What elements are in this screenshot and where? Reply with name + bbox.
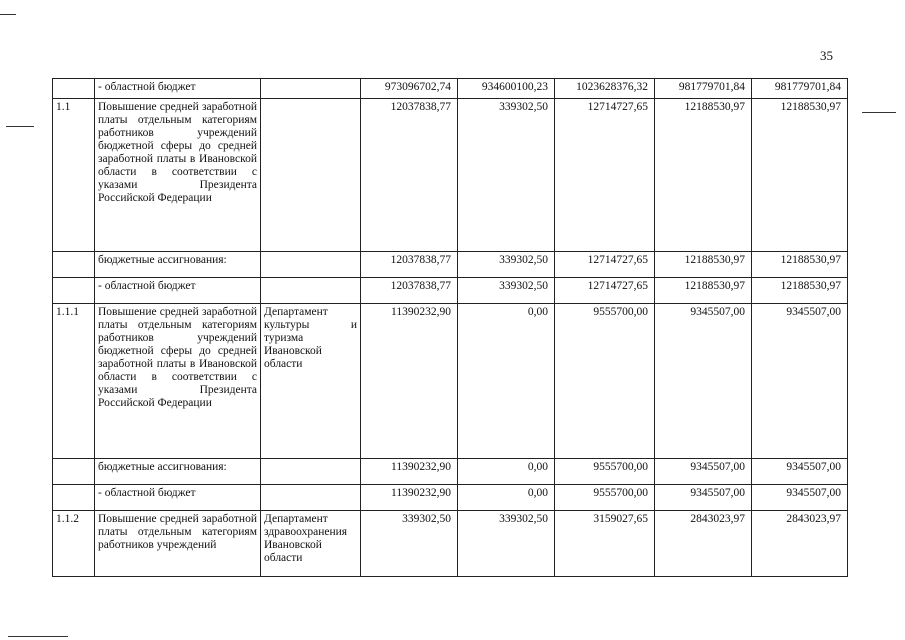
row-executor <box>261 252 361 278</box>
row-description: бюджетные ассигнования: <box>95 459 261 485</box>
value-cell: 9555700,00 <box>555 304 655 459</box>
row-code: 1.1 <box>53 99 95 252</box>
value-cell: 9345507,00 <box>752 485 848 511</box>
value-cell: 339302,50 <box>458 278 555 304</box>
value-cell: 3159027,65 <box>555 511 655 577</box>
value-cell: 12188530,97 <box>752 278 848 304</box>
table-row <box>53 304 848 459</box>
row-code <box>53 459 95 485</box>
row-executor <box>261 79 361 99</box>
value-cell: 9345507,00 <box>752 459 848 485</box>
value-cell: 12037838,77 <box>361 278 458 304</box>
value-cell: 0,00 <box>458 485 555 511</box>
table-row <box>53 99 848 252</box>
row-code <box>53 485 95 511</box>
value-cell: 12714727,65 <box>555 278 655 304</box>
row-executor: Департамент здравоохранения Ивановской области <box>261 511 361 577</box>
row-description: бюджетные ассигнования: <box>95 252 261 278</box>
table-row <box>53 485 848 511</box>
row-code: 1.1.1 <box>53 304 95 459</box>
value-cell: 2843023,97 <box>655 511 752 577</box>
row-description: - областной бюджет <box>95 485 261 511</box>
value-cell: 934600100,23 <box>458 79 555 99</box>
row-description: Повышение средней заработной платы отдельным категориям работников учреждений <box>95 511 261 577</box>
value-cell: 0,00 <box>458 304 555 459</box>
value-cell: 11390232,90 <box>361 485 458 511</box>
value-cell: 11390232,90 <box>361 304 458 459</box>
table-row <box>53 511 848 577</box>
value-cell: 12188530,97 <box>655 99 752 252</box>
scan-artifact <box>862 112 896 113</box>
page-number: 35 <box>820 48 833 63</box>
value-cell: 9555700,00 <box>555 459 655 485</box>
value-cell: 12188530,97 <box>655 278 752 304</box>
row-executor: Департамент культуры и туризма Ивановской области <box>261 304 361 459</box>
value-cell: 0,00 <box>458 459 555 485</box>
value-cell: 12188530,97 <box>655 252 752 278</box>
value-cell: 12188530,97 <box>752 99 848 252</box>
row-description: - областной бюджет <box>95 278 261 304</box>
value-cell: 9345507,00 <box>655 485 752 511</box>
value-cell: 9555700,00 <box>555 485 655 511</box>
value-cell: 973096702,74 <box>361 79 458 99</box>
value-cell: 2843023,97 <box>752 511 848 577</box>
table-row <box>53 252 848 278</box>
value-cell: 12037838,77 <box>361 99 458 252</box>
value-cell: 981779701,84 <box>655 79 752 99</box>
row-executor <box>261 485 361 511</box>
row-description: Повышение средней заработной платы отдельным категориям работников учреждений бюджетной сферы до средней заработной платы в Ивановской области в соответствии с указами Президента Российской Федерации <box>95 99 261 252</box>
value-cell: 12714727,65 <box>555 252 655 278</box>
row-description: - областной бюджет <box>95 79 261 99</box>
scan-artifact <box>8 636 68 637</box>
value-cell: 981779701,84 <box>752 79 848 99</box>
value-cell: 12188530,97 <box>752 252 848 278</box>
row-executor <box>261 459 361 485</box>
value-cell: 11390232,90 <box>361 459 458 485</box>
row-code <box>53 278 95 304</box>
row-code <box>53 79 95 99</box>
scan-artifact <box>0 14 16 15</box>
scan-artifact <box>6 126 34 127</box>
value-cell: 1023628376,32 <box>555 79 655 99</box>
value-cell: 9345507,00 <box>655 459 752 485</box>
row-code: 1.1.2 <box>53 511 95 577</box>
value-cell: 339302,50 <box>458 511 555 577</box>
value-cell: 9345507,00 <box>752 304 848 459</box>
row-description: Повышение средней заработной платы отдельным категориям работников учреждений бюджетной сферы до средней заработной платы в Ивановской области в соответствии с указами Президента Российской Федерации <box>95 304 261 459</box>
value-cell: 9345507,00 <box>655 304 752 459</box>
value-cell: 339302,50 <box>458 252 555 278</box>
value-cell: 339302,50 <box>458 99 555 252</box>
row-code <box>53 252 95 278</box>
value-cell: 12714727,65 <box>555 99 655 252</box>
value-cell: 339302,50 <box>361 511 458 577</box>
row-executor <box>261 278 361 304</box>
value-cell: 12037838,77 <box>361 252 458 278</box>
row-executor <box>261 99 361 252</box>
table-row <box>53 79 848 99</box>
table-row <box>53 278 848 304</box>
budget-table <box>52 78 848 577</box>
table-row <box>53 459 848 485</box>
